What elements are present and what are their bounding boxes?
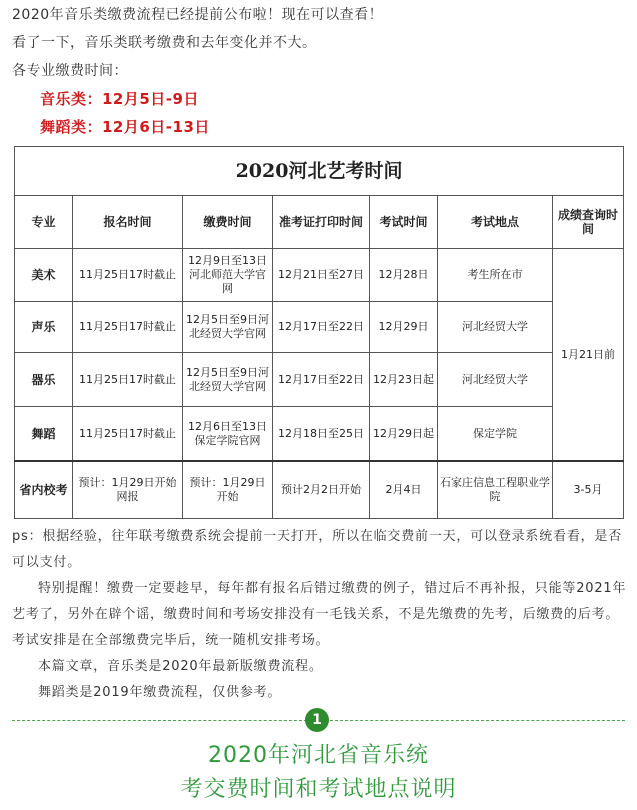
section-title-line-2: 考交费时间和考试地点说明 — [180, 777, 457, 802]
header-exam-location: 考试地点 — [438, 196, 553, 249]
cell-registration: 11月25日17时截止 — [73, 249, 183, 302]
section-divider-right — [330, 720, 625, 721]
cell-major: 器乐 — [15, 353, 73, 407]
table-row — [15, 302, 624, 353]
header-major: 专业 — [15, 196, 73, 249]
cell-exam-time: 12月23日起 — [370, 353, 438, 407]
music-fee-time: 音乐类：12月5日-9日 — [40, 90, 199, 108]
section-number-badge: 1 — [305, 708, 329, 732]
cell-exam-time: 2月4日 — [370, 461, 438, 519]
table-row-provincial — [15, 461, 624, 519]
paragraph-music-note: 本篇文章，音乐类是2020年最新版缴费流程。 — [38, 659, 323, 674]
header-exam-time: 考试时间 — [370, 196, 438, 249]
cell-result-query: 3-5月 — [553, 461, 624, 519]
paragraph-ps: ps：根据经验，往年联考缴费系统会提前一天打开，所以在临交费前一天，可以登录系统看看，是否可以支付。 — [12, 529, 623, 570]
cell-admission-print: 12月17日至22日 — [273, 353, 370, 407]
cell-major: 省内校考 — [15, 461, 73, 519]
paragraph-reminder: 特别提醒！缴费一定要趁早，每年都有报名后错过缴费的例子，错过后不再补报，只能等2021年艺考了，另外在辟个谣，缴费时间和考场安排没有一毛钱关系，不是先缴费的先考，后缴费的后考。考试安排是在全部缴费完毕后，统一随机安排考场。 — [12, 581, 627, 648]
intro-line-3: 各专业缴费时间： — [12, 63, 128, 79]
cell-registration: 11月25日17时截止 — [73, 407, 183, 462]
cell-major: 舞蹈 — [15, 407, 73, 462]
cell-exam-location: 河北经贸大学 — [438, 302, 553, 353]
table-row — [15, 353, 624, 407]
header-payment: 缴费时间 — [183, 196, 273, 249]
cell-payment: 12月5日至9日河北经贸大学官网 — [183, 302, 273, 353]
dance-fee-time: 舞蹈类：12月6日-13日 — [40, 118, 210, 136]
cell-exam-time: 12月29日 — [370, 302, 438, 353]
cell-exam-time: 12月29日起 — [370, 407, 438, 462]
header-registration: 报名时间 — [73, 196, 183, 249]
exam-schedule-table — [14, 146, 624, 519]
cell-admission-print: 12月21日至27日 — [273, 249, 370, 302]
cell-admission-print: 12月17日至22日 — [273, 302, 370, 353]
header-admission-print: 准考证打印时间 — [273, 196, 370, 249]
cell-registration: 预计：1月29日开始网报 — [73, 461, 183, 519]
cell-exam-time: 12月28日 — [370, 249, 438, 302]
cell-payment: 预计：1月29日开始 — [183, 461, 273, 519]
cell-result-query-merged: 1月21日前 — [553, 249, 624, 462]
cell-admission-print: 12月18日至25日 — [273, 407, 370, 462]
cell-exam-location: 考生所在市 — [438, 249, 553, 302]
cell-major: 美术 — [15, 249, 73, 302]
section-title-line-1: 2020年河北省音乐统 — [208, 743, 429, 768]
cell-payment: 12月6日至13日保定学院官网 — [183, 407, 273, 462]
section-divider-left — [12, 720, 312, 721]
table-row — [15, 407, 624, 462]
cell-admission-print: 预计2月2日开始 — [273, 461, 370, 519]
cell-payment: 12月9日至13日河北师范大学官网 — [183, 249, 273, 302]
table-title: 2020河北艺考时间 — [15, 147, 624, 196]
cell-registration: 11月25日17时截止 — [73, 353, 183, 407]
cell-major: 声乐 — [15, 302, 73, 353]
header-result-query: 成绩查询时间 — [553, 196, 624, 249]
cell-exam-location: 保定学院 — [438, 407, 553, 462]
intro-line-2: 看了一下，音乐类联考缴费和去年变化并不大。 — [12, 35, 317, 51]
cell-exam-location: 河北经贸大学 — [438, 353, 553, 407]
cell-exam-location: 石家庄信息工程职业学院 — [438, 461, 553, 519]
cell-registration: 11月25日17时截止 — [73, 302, 183, 353]
cell-payment: 12月5日至9日河北经贸大学官网 — [183, 353, 273, 407]
intro-line-1: 2020年音乐类缴费流程已经提前公布啦！现在可以查看！ — [12, 7, 384, 23]
paragraph-dance-note: 舞蹈类是2019年缴费流程，仅供参考。 — [38, 685, 282, 700]
table-row — [15, 249, 624, 302]
